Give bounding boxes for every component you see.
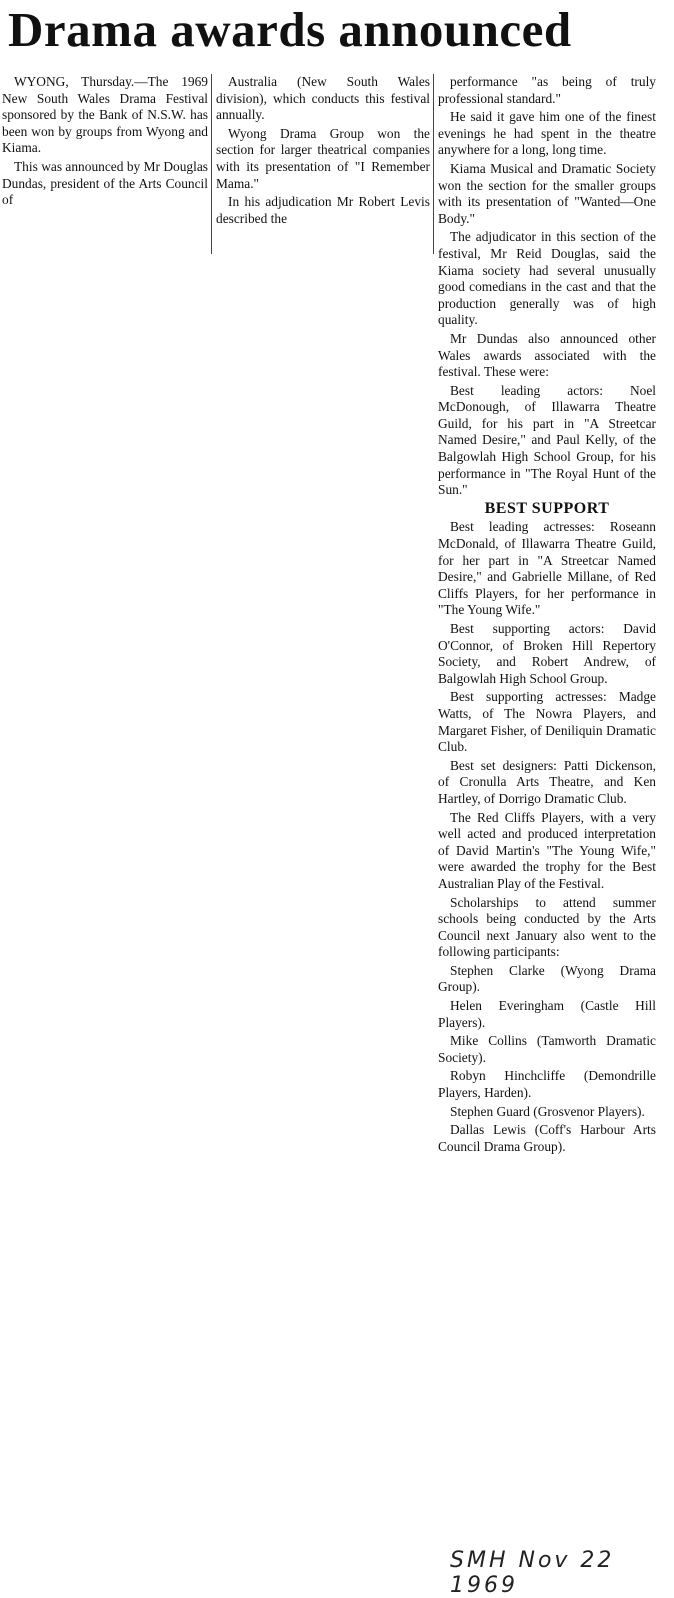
- paragraph: He said it gave him one of the finest evenings he had spent in the theatre anywhere for a long, long time.: [438, 109, 656, 158]
- paragraph: In his adjudication Mr Robert Levis described the: [216, 194, 430, 226]
- paragraph: Australia (New South Wales division), which conducts this festival annually.: [216, 74, 430, 123]
- paragraph: Best leading actresses: Roseann McDonald, of Illawarra Theatre Guild, for her part in "A Streetcar Named Desire," and Gabrielle Millane, of Red Cliffs Players, for her performance in "The Young Wife.": [438, 519, 656, 618]
- list-item: Dallas Lewis (Coff's Harbour Arts Council Drama Group).: [438, 1122, 656, 1154]
- paragraph: Best set designers: Patti Dickenson, of Cronulla Arts Theatre, and Ken Hartley, of Dorrigo Dramatic Club.: [438, 757, 656, 806]
- list-item: Stephen Guard (Grosvenor Players).: [450, 1103, 645, 1119]
- column-1: [2, 74, 208, 211]
- paragraph: Wyong Drama Group won the section for larger theatrical companies with its presentation of "I Remember Mama.": [216, 125, 430, 191]
- subheading: BEST SUPPORT: [484, 499, 610, 517]
- handwritten-date-note: SMH Nov 22 1969: [450, 1548, 615, 1598]
- paragraph: Mr Dundas also announced other Wales awards associated with the festival. These were:: [438, 330, 656, 380]
- headline: Drama awards announced: [8, 2, 572, 57]
- paragraph: Best supporting actresses: Madge Watts, of The Nowra Players, and Margaret Fisher, of Deniliquin Dramatic Club.: [438, 689, 656, 755]
- paragraph: performance "as being of truly professional standard.": [438, 74, 656, 106]
- column-divider: [433, 74, 434, 254]
- paragraph: Best leading actors: Noel McDonough, of Illawarra Theatre Guild, for his part in "A Streetcar Named Desire," and Paul Kelly, of the Balgowlah High School Group, for his performance in "The Royal Hunt of the Sun.": [438, 382, 656, 498]
- column-3: [438, 74, 656, 1157]
- list-item: Helen Everingham (Castle Hill Players).: [438, 998, 656, 1030]
- list-item: Stephen Clarke (Wyong Drama Group).: [438, 962, 656, 995]
- list-item: Robyn Hinchcliffe (Demondrille Players, Harden).: [438, 1068, 656, 1101]
- paragraph: WYONG, Thursday.—The 1969 New South Wales Drama Festival sponsored by the Bank of N.S.W. has been won by groups from Wyong and Kiama.: [2, 74, 208, 156]
- paragraph: Scholarships to attend summer schools being conducted by the Arts Council next January also went to the following participants:: [438, 894, 656, 960]
- paragraph: Best supporting actors: David O'Connor, of Broken Hill Repertory Society, and Robert Andrew, of Balgowlah High School Group.: [438, 621, 656, 686]
- paragraph: The Red Cliffs Players, with a very well acted and produced interpretation of David Martin's "The Young Wife," were awarded the trophy for the Best Australian Play of the Festival.: [438, 809, 656, 891]
- list-item: Mike Collins (Tamworth Dramatic Society).: [438, 1033, 656, 1065]
- paragraph: The adjudicator in this section of the festival, Mr Reid Douglas, said the Kiama society had several unusually good comedians in the cast and that the production generally was of high quality.: [438, 229, 656, 328]
- column-2: [216, 74, 430, 229]
- paragraph: This was announced by Mr Douglas Dundas, president of the Arts Council of: [2, 158, 208, 208]
- column-divider: [211, 74, 212, 254]
- paragraph: Kiama Musical and Dramatic Society won the section for the smaller groups with its presentation of "Wanted—One Body.": [438, 160, 656, 226]
